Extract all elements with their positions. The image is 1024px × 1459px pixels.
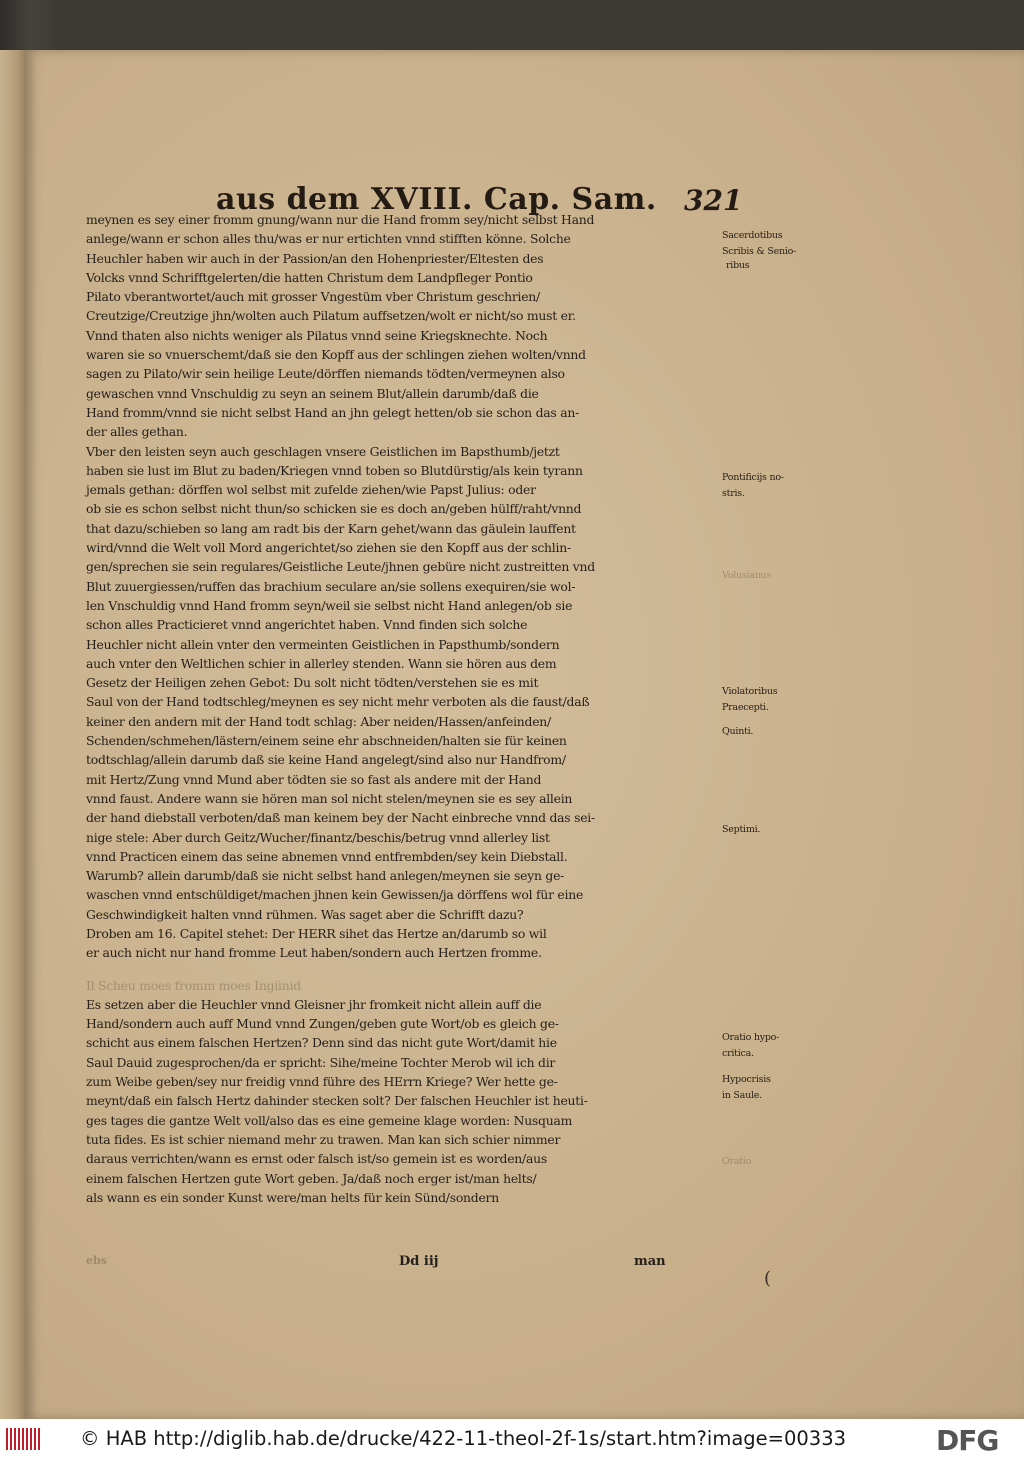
show-through-line: Il Scheu moes fromm moes Ingiinid [86, 977, 301, 993]
text-line: anlege/wann er schon alles thu/was er nur ertichten vnnd stifften könne. Solche [86, 231, 571, 247]
text-line: waren sie so vnuerschemt/daß sie den Kopff aus der schlingen ziehen wolten/vnnd [86, 347, 586, 363]
text-line: als wann es ein sonder Kunst were/man helts für kein Sünd/sondern [86, 1189, 499, 1205]
margin-note: Pontificijs no- [722, 472, 784, 483]
text-line: Schenden/schmehen/lästern/einem seine ehr abschneiden/halten sie für keinen [86, 733, 567, 749]
page-footer [86, 1254, 686, 1276]
margin-note: critica. [722, 1048, 754, 1059]
margin-note: Scribis & Senio- [722, 246, 797, 257]
text-line: haben sie lust im Blut zu baden/Kriegen vnnd toben so Blutdürstig/als kein tyrann [86, 462, 583, 478]
catchword: man [634, 1254, 666, 1269]
margin-note: Hypocrisis [722, 1074, 771, 1085]
paragraph-2 [86, 995, 676, 1207]
text-line: keiner den andern mit der Hand todt schlag: Aber neiden/Hassen/anfeinden/ [86, 713, 551, 729]
text-line: Hand fromm/vnnd sie nicht selbst Hand an jhn gelegt hetten/ob sie schon das an- [86, 404, 580, 420]
text-line: Hand/sondern auch auff Mund vnnd Zungen/geben gute Wort/ob es gleich ge- [86, 1016, 559, 1032]
text-line: vnnd Practicen einem das seine abnemen vnnd entfrembden/sey kein Diebstall. [86, 848, 568, 864]
running-head: aus dem XVIII. Cap. Sam. [216, 182, 657, 217]
text-line: tuta fides. Es ist schier niemand mehr zu trawen. Man kan sich schier nimmer [86, 1131, 561, 1147]
text-line: Warumb? allein darumb/daß sie nicht selbst hand anlegen/meynen sie seyn ge- [86, 868, 565, 884]
text-line: ob sie es schon selbst nicht thun/so schicken sie es doch an/geben hülff/raht/vnnd [86, 501, 582, 517]
text-line: ges tages die gantze Welt voll/also das es eine gemeine klage worden: Nusquam [86, 1112, 573, 1128]
ghost-margin-note: Volusianus [722, 570, 772, 581]
text-line: Heuchler nicht allein vnter den vermeinten Geistlichen in Papsthumb/sondern [86, 636, 560, 652]
text-line: daraus verrichten/wann es ernst oder falsch ist/so gemein ist es worden/aus [86, 1151, 547, 1167]
text-line: sagen zu Pilato/wir sein heilige Leute/dörffen niemands tödten/vermeynen also [86, 366, 565, 382]
text-line: Creutzige/Creutzige jhn/wolten auch Pilatum auffsetzen/wolt er nicht/so must er. [86, 308, 576, 324]
text-line: Saul Dauid zugesprochen/da er spricht: Sihe/meine Tochter Merob wil ich dir [86, 1054, 556, 1070]
margin-note: Oratio hypo- [722, 1032, 780, 1043]
hab-barcode-icon [6, 1428, 42, 1450]
text-line: er auch nicht nur hand fromme Leut haben/sondern auch Hertzen fromme. [86, 945, 542, 961]
dfg-logo: DFG [936, 1424, 999, 1457]
text-line: auch vnter den Weltlichen schier in allerley stenden. Wann sie hören aus dem [86, 655, 557, 671]
ghost-margin-note: Oratio [722, 1156, 752, 1167]
text-line: der hand diebstall verboten/daß man keinem bey der Nacht einbreche vnnd das sei- [86, 810, 595, 826]
text-line: Es setzen aber die Heuchler vnnd Gleisner jhr fromkeit nicht allein auff die [86, 996, 542, 1012]
margin-note: ribus [726, 260, 750, 271]
status-bar [0, 1419, 1024, 1459]
signature-mark: Dd iij [399, 1254, 439, 1269]
text-line: Pilato vberantwortet/auch mit grosser Vngestüm vber Christum geschrien/ [86, 289, 540, 305]
text-line: waschen vnnd entschüldiget/machen jhnen kein Gewissen/ja dörffens wol für eine [86, 887, 584, 903]
text-line: einem falschen Hertzen gute Wort geben. Ja/daß noch erger ist/man helts/ [86, 1170, 537, 1186]
text-line: that dazu/schieben so lang am radt bis der Karn gehet/wann das gäulein lauffent [86, 520, 576, 536]
text-line: mit Hertz/Zung vnnd Mund aber tödten sie so fast als andere mit der Hand [86, 771, 542, 787]
main-text [86, 210, 797, 1207]
text-line: Vber den leisten seyn auch geschlagen vnsere Geistlichen im Bapsthumb/jetzt [86, 443, 560, 459]
text-line: zum Weibe geben/sey nur freidig vnnd führe des HErrn Kriege? Wer hette ge- [86, 1074, 558, 1090]
paragraph-1 [86, 210, 676, 963]
margin-note: in Saule. [722, 1090, 762, 1101]
text-line: todtschlag/allein darumb daß sie keine Hand angelegt/sind also nur Handfrom/ [86, 752, 566, 768]
text-line: jemals gethan: dörffen wol selbst mit zufelde ziehen/wie Papst Julius: oder [86, 482, 536, 498]
text-line: Blut zuuergiessen/ruffen das brachium seculare an/sie sollens exequiren/sie wol- [86, 578, 576, 594]
text-line: gen/sprechen sie sein regulares/Geistliche Leute/jhnen gebüre nicht zustreitten vnd [86, 559, 595, 575]
text-line: der alles gethan. [86, 424, 188, 440]
stray-mark: ( [764, 1268, 772, 1289]
margin-note: Sacerdotibus [722, 230, 783, 241]
copyright-url: © HAB http://diglib.hab.de/drucke/422-11-theol-2f-1s/start.htm?image=00333 [80, 1427, 847, 1450]
text-line: Heuchler haben wir auch in der Passion/an den Hohenpriester/Eltesten des [86, 250, 544, 266]
page-number: 321 [684, 184, 743, 217]
text-line: schon alles Practicieret vnnd angerichtet haben. Vnnd finden sich solche [86, 617, 528, 633]
text-line: Geschwindigkeit halten vnnd rühmen. Was saget aber die Schrifft dazu? [86, 906, 524, 922]
text-line: len Vnschuldig vnnd Hand fromm seyn/weil sie selbst nicht Hand anlegen/ob sie [86, 597, 573, 613]
text-line: nige stele: Aber durch Geitz/Wucher/finantz/beschis/betrug vnnd allerley list [86, 829, 550, 845]
margin-note: Septimi. [722, 824, 761, 835]
text-line: Saul von der Hand todtschleg/meynen es sey nicht mehr verboten als die faust/daß [86, 694, 590, 710]
text-line: meynen es sey einer fromm gnung/wann nur die Hand fromm sey/nicht selbst Hand [86, 212, 595, 227]
paragraph-gap [86, 963, 676, 976]
left-page-edge [0, 50, 28, 1419]
text-line: wird/vnnd die Welt voll Mord angerichtet/so ziehen sie den Kopff aus der schlin- [86, 540, 571, 556]
text-line: vnnd faust. Andere wann sie hören man sol nicht stelen/meynen sie es sey allein [86, 790, 573, 806]
margin-note: Quinti. [722, 726, 754, 737]
text-line: Volcks vnnd Schrifftgelerten/die hatten Christum dem Landpfleger Pontio [86, 269, 533, 285]
book-page [26, 50, 1024, 1419]
text-line: Gesetz der Heiligen zehen Gebot: Du solt nicht tödten/verstehen sie es mit [86, 675, 539, 691]
text-line: meynt/daß ein falsch Hertz dahinder stecken solt? Der falschen Heuchler ist heuti- [86, 1093, 588, 1109]
text-line: Droben am 16. Capitel stehet: Der HERR sihet das Hertze an/darumb so wil [86, 925, 547, 941]
text-line: Vnnd thaten also nichts weniger als Pilatus vnnd seine Kriegsknechte. Noch [86, 327, 548, 343]
text-line: gewaschen vnnd Vnschuldig zu seyn an seinem Blut/allein darumb/daß die [86, 385, 539, 401]
margin-note: Violatoribus [722, 686, 778, 697]
margin-note: stris. [722, 488, 745, 499]
ghost-mark: ebs [86, 1254, 107, 1267]
text-line: schicht aus einem falschen Hertzen? Denn sind das nicht gute Wort/damit hie [86, 1035, 557, 1051]
margin-note: Praecepti. [722, 702, 769, 713]
